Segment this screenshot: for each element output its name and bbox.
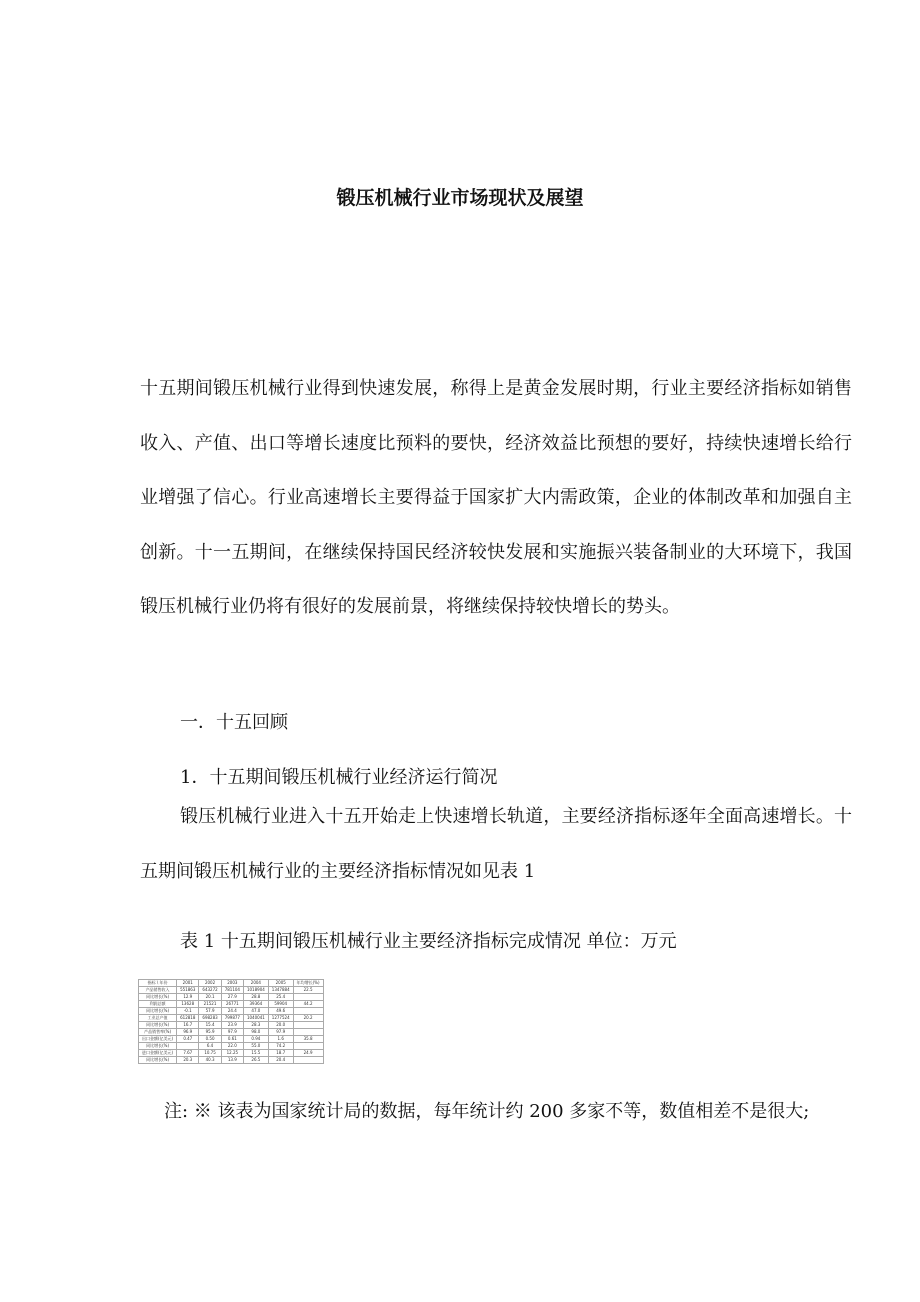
table-cell: 74.2 <box>268 1043 293 1050</box>
table-header-cell: 2003 <box>221 980 243 987</box>
table-row <box>139 994 324 1001</box>
table-cell: 13.9 <box>221 1057 243 1064</box>
table-cell <box>293 1057 323 1064</box>
table-cell: 0.94 <box>243 1036 268 1043</box>
table-cell: 6.4 <box>199 1043 221 1050</box>
table-cell: 28.8 <box>243 994 268 1001</box>
table-cell: 16.7 <box>177 1022 199 1029</box>
table-header-cell: 年均增长(%) <box>293 980 323 987</box>
table-cell: 97.9 <box>221 1029 243 1036</box>
table-cell: 23.9 <box>221 1022 243 1029</box>
table-cell: 698283 <box>199 1015 221 1022</box>
table-cell: 0.50 <box>199 1036 221 1043</box>
table-row <box>139 1015 324 1022</box>
table-header-cell: 指标 \ 年份 <box>139 980 177 987</box>
table-cell <box>177 1043 199 1050</box>
table-cell: 0.47 <box>177 1036 199 1043</box>
table-cell: 12.25 <box>221 1050 243 1057</box>
table-header-row <box>139 980 324 987</box>
table-row <box>139 1036 324 1043</box>
table-cell: 95.9 <box>199 1029 221 1036</box>
table-cell: 1.6 <box>268 1036 293 1043</box>
table-cell: 21521 <box>199 1001 221 1008</box>
table-cell: 0.61 <box>221 1036 243 1043</box>
table-cell <box>293 1043 323 1050</box>
table-cell: 26.5 <box>243 1057 268 1064</box>
table-cell: 20.0 <box>268 1022 293 1029</box>
table-cell: 15.4 <box>199 1022 221 1029</box>
table-cell <box>293 1008 323 1015</box>
table-cell: 同比增长(%) <box>139 1008 177 1015</box>
table-cell: 47.0 <box>243 1008 268 1015</box>
table-cell: 96.9 <box>177 1029 199 1036</box>
table-cell: 24.9 <box>293 1050 323 1057</box>
table-cell: 利润总额 <box>139 1001 177 1008</box>
section-heading: 一．十五回顾 <box>180 712 288 733</box>
table-cell: 25.4 <box>268 994 293 1001</box>
table-cell: 15.5 <box>243 1050 268 1057</box>
table-cell: 40.3 <box>199 1057 221 1064</box>
table-row <box>139 1008 324 1015</box>
table-row <box>139 1057 324 1064</box>
table-cell: 24.4 <box>221 1008 243 1015</box>
document-title: 锻压机械行业市场现状及展望 <box>336 187 584 209</box>
table-cell <box>293 994 323 1001</box>
table-cell: 44.2 <box>293 1001 323 1008</box>
table-cell: 799877 <box>221 1015 243 1022</box>
table-cell: 39364 <box>243 1001 268 1008</box>
table-cell: 18.7 <box>268 1050 293 1057</box>
table-body <box>139 987 324 1064</box>
table-cell: 49.6 <box>268 1008 293 1015</box>
table-row <box>139 1050 324 1057</box>
table-row <box>139 1001 324 1008</box>
table-cell: 产品销售收入 <box>139 987 177 994</box>
table-cell: 26771 <box>221 1001 243 1008</box>
table-cell: 59904 <box>268 1001 293 1008</box>
table-cell: 22.5 <box>293 987 323 994</box>
table-cell: 612818 <box>177 1015 199 1022</box>
table-cell: 出口金额(亿美元) <box>139 1036 177 1043</box>
table-cell: 12.9 <box>177 994 199 1001</box>
table-cell: 20.2 <box>293 1015 323 1022</box>
table-cell: 产品销售率(%) <box>139 1029 177 1036</box>
table-cell: 1277524 <box>268 1015 293 1022</box>
table-cell: 进口金额(亿美元) <box>139 1050 177 1057</box>
table-cell: 1040041 <box>243 1015 268 1022</box>
table-cell: 28.3 <box>243 1022 268 1029</box>
paragraph-2: 锻压机械行业进入十五开始走上快速增长轨道，主要经济指标逐年全面高速增长。十五期间锻压机械行业的主要经济指标情况如见表 1 <box>140 806 852 882</box>
table-cell: 工业总产值 <box>139 1015 177 1022</box>
table-cell: 同比增长(%) <box>139 1043 177 1050</box>
table-cell: 57.9 <box>199 1008 221 1015</box>
table-cell: 27.9 <box>221 994 243 1001</box>
table-cell: 20.4 <box>268 1057 293 1064</box>
table-caption: 表 1 十五期间锻压机械行业主要经济指标完成情况 单位：万元 <box>180 931 677 952</box>
table-cell <box>293 1029 323 1036</box>
table-cell: 同比增长(%) <box>139 1057 177 1064</box>
table-header-cell: 2001 <box>177 980 199 987</box>
subsection-heading: 1．十五期间锻压机械行业经济运行简况 <box>180 767 498 788</box>
intro-paragraph: 十五期间锻压机械行业得到快速发展，称得上是黄金发展时期，行业主要经济指标如销售收入、产值、出口等增长速度比预料的要快，经济效益比预想的要好，持续快速增长给行业增强了信心。行业高速增长主要得益于国家扩大内需政策，企业的体制改革和加强自主创新。十一五期间，在继续保持国民经济较快发展和实施振兴装备制业的大环境下，我国锻压机械行业仍将有很好的发展前景，将继续保持较快增长的势头。 <box>140 378 852 617</box>
table-cell: 55.0 <box>243 1043 268 1050</box>
table-cell: 10.75 <box>199 1050 221 1057</box>
table-cell <box>293 1022 323 1029</box>
table-cell: 13628 <box>177 1001 199 1008</box>
table-cell: 20.3 <box>177 1057 199 1064</box>
table-cell: 同比增长(%) <box>139 994 177 1001</box>
table-cell: 35.8 <box>293 1036 323 1043</box>
table-row <box>139 987 324 994</box>
table-header-cell: 2004 <box>243 980 268 987</box>
table-cell: 98.0 <box>243 1029 268 1036</box>
table-header-cell: 2005 <box>268 980 293 987</box>
table-cell: 22.0 <box>221 1043 243 1050</box>
table-cell: 97.9 <box>268 1029 293 1036</box>
table-row <box>139 1029 324 1036</box>
table-cell: 7.67 <box>177 1050 199 1057</box>
table-cell: 1018904 <box>243 987 268 994</box>
table-cell: 551863 <box>177 987 199 994</box>
table-cell: 643272 <box>199 987 221 994</box>
table-header-cell: 2002 <box>199 980 221 987</box>
table-cell: 781104 <box>221 987 243 994</box>
note-paragraph: 注: ※ 该表为国家统计局的数据，每年统计约 200 多家不等，数值相差不是很大; <box>164 1101 810 1122</box>
table-cell: 1347884 <box>268 987 293 994</box>
table-cell: -0.1 <box>177 1008 199 1015</box>
table-cell: 20.1 <box>199 994 221 1001</box>
indicator-table <box>138 979 324 1064</box>
table-cell: 同比增长(%) <box>139 1022 177 1029</box>
table-row <box>139 1043 324 1050</box>
table-row <box>139 1022 324 1029</box>
